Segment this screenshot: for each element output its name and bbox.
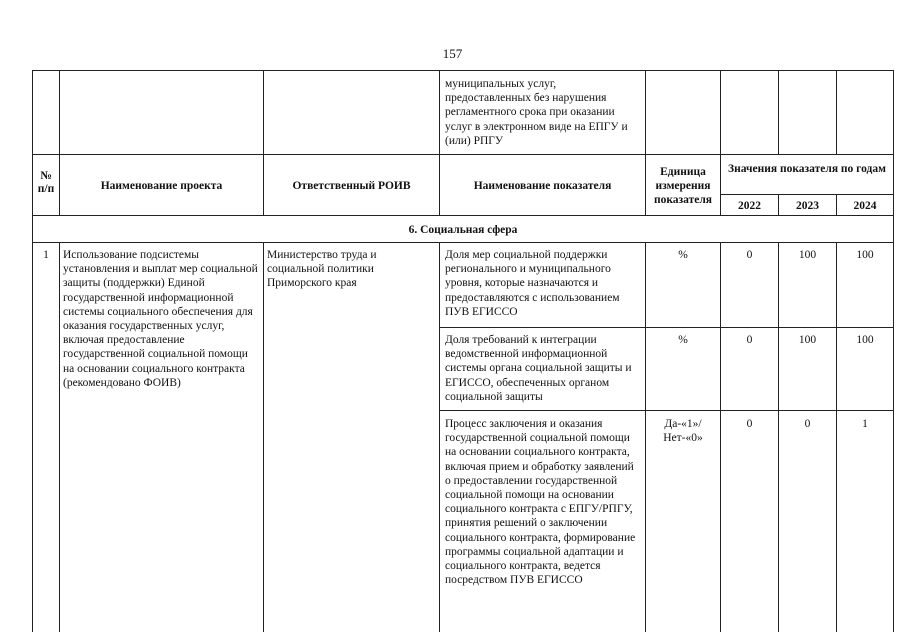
value-2023: 100 xyxy=(798,334,817,346)
row-divider xyxy=(720,194,894,195)
value-2022: 0 xyxy=(746,418,753,430)
col-divider xyxy=(439,242,440,632)
indicator-unit: % xyxy=(678,334,688,346)
indicator-unit: Да-«1»/Нет-«0» xyxy=(663,418,703,445)
col-divider xyxy=(778,70,779,154)
row-divider xyxy=(32,215,894,216)
col-divider xyxy=(836,242,837,632)
col-divider xyxy=(439,70,440,215)
project-name: Использование подсистемы установления и выплат мер социальной защиты (поддержки) Единой государственной информационной системы социального обеспечения для оказания государственных услуг, включая предоставление государственной социальной помощи на основании социального контракта (рекомендовано ФОИВ) xyxy=(63,249,258,389)
row-divider xyxy=(32,242,894,243)
continued-indicator-text: муниципальных услуг, предоставленных без нарушения регламентного срока при оказании услуг в электронном виде на ЕПГУ и (или) РПГУ xyxy=(445,78,628,147)
header-roiv: Ответственный РОИВ xyxy=(292,180,411,192)
row-divider xyxy=(439,327,894,328)
header-unit: Единица измерения показателя xyxy=(653,166,713,207)
col-divider xyxy=(720,242,721,632)
value-2023: 100 xyxy=(798,249,817,261)
value-2022: 0 xyxy=(746,334,753,346)
value-2024: 100 xyxy=(856,249,874,261)
indicator-unit: % xyxy=(678,249,688,261)
col-divider xyxy=(263,242,264,632)
value-2024: 100 xyxy=(856,334,874,346)
row-divider xyxy=(439,410,894,411)
header-values: Значения показателя по годам xyxy=(728,163,886,175)
header-project: Наименование проекта xyxy=(100,180,223,192)
header-indicator: Наименование показателя xyxy=(473,180,612,192)
col-divider xyxy=(59,242,60,632)
indicator-name: Процесс заключения и оказания государственной социальной помощи на основании социального контракта, включая прием и обработку заявлений о предоставлении государственной социальной помощи на основании социального контракта с ЕПГУ/РПГУ, принятия решений о заключении социального контракта, формирование программы социальной адаптации и социального контракта, ведется посредством ПУВ ЕГИССО xyxy=(445,418,636,587)
row-num: 1 xyxy=(43,249,49,261)
responsible-roiv: Министерство труда и социальной политики Приморского края xyxy=(267,249,377,290)
table-border-top xyxy=(32,70,894,71)
col-divider xyxy=(778,242,779,632)
header-year-2022: 2022 xyxy=(738,200,761,212)
col-divider xyxy=(836,70,837,154)
indicator-name: Доля требований к интеграции ведомственной информационной системы органа социальной защиты и ЕГИССО, обеспеченных органом социальной защиты xyxy=(445,334,632,403)
value-2022: 0 xyxy=(746,249,753,261)
col-divider xyxy=(59,70,60,215)
section-title: 6. Социальная сфера xyxy=(408,224,518,236)
header-num: № п/п xyxy=(37,170,55,195)
header-year-2024: 2024 xyxy=(853,200,877,212)
row-divider xyxy=(32,154,894,155)
indicator-name: Доля мер социальной поддержки регионального и муниципального уровня, которые назначаются и предоставляются с использованием ПУВ ЕГИССО xyxy=(445,249,620,318)
col-divider xyxy=(645,242,646,632)
header-year-2023: 2023 xyxy=(796,200,819,212)
page-number: 157 xyxy=(442,46,463,61)
value-2024: 1 xyxy=(862,418,868,430)
col-divider xyxy=(263,70,264,215)
value-2023: 0 xyxy=(804,418,811,430)
